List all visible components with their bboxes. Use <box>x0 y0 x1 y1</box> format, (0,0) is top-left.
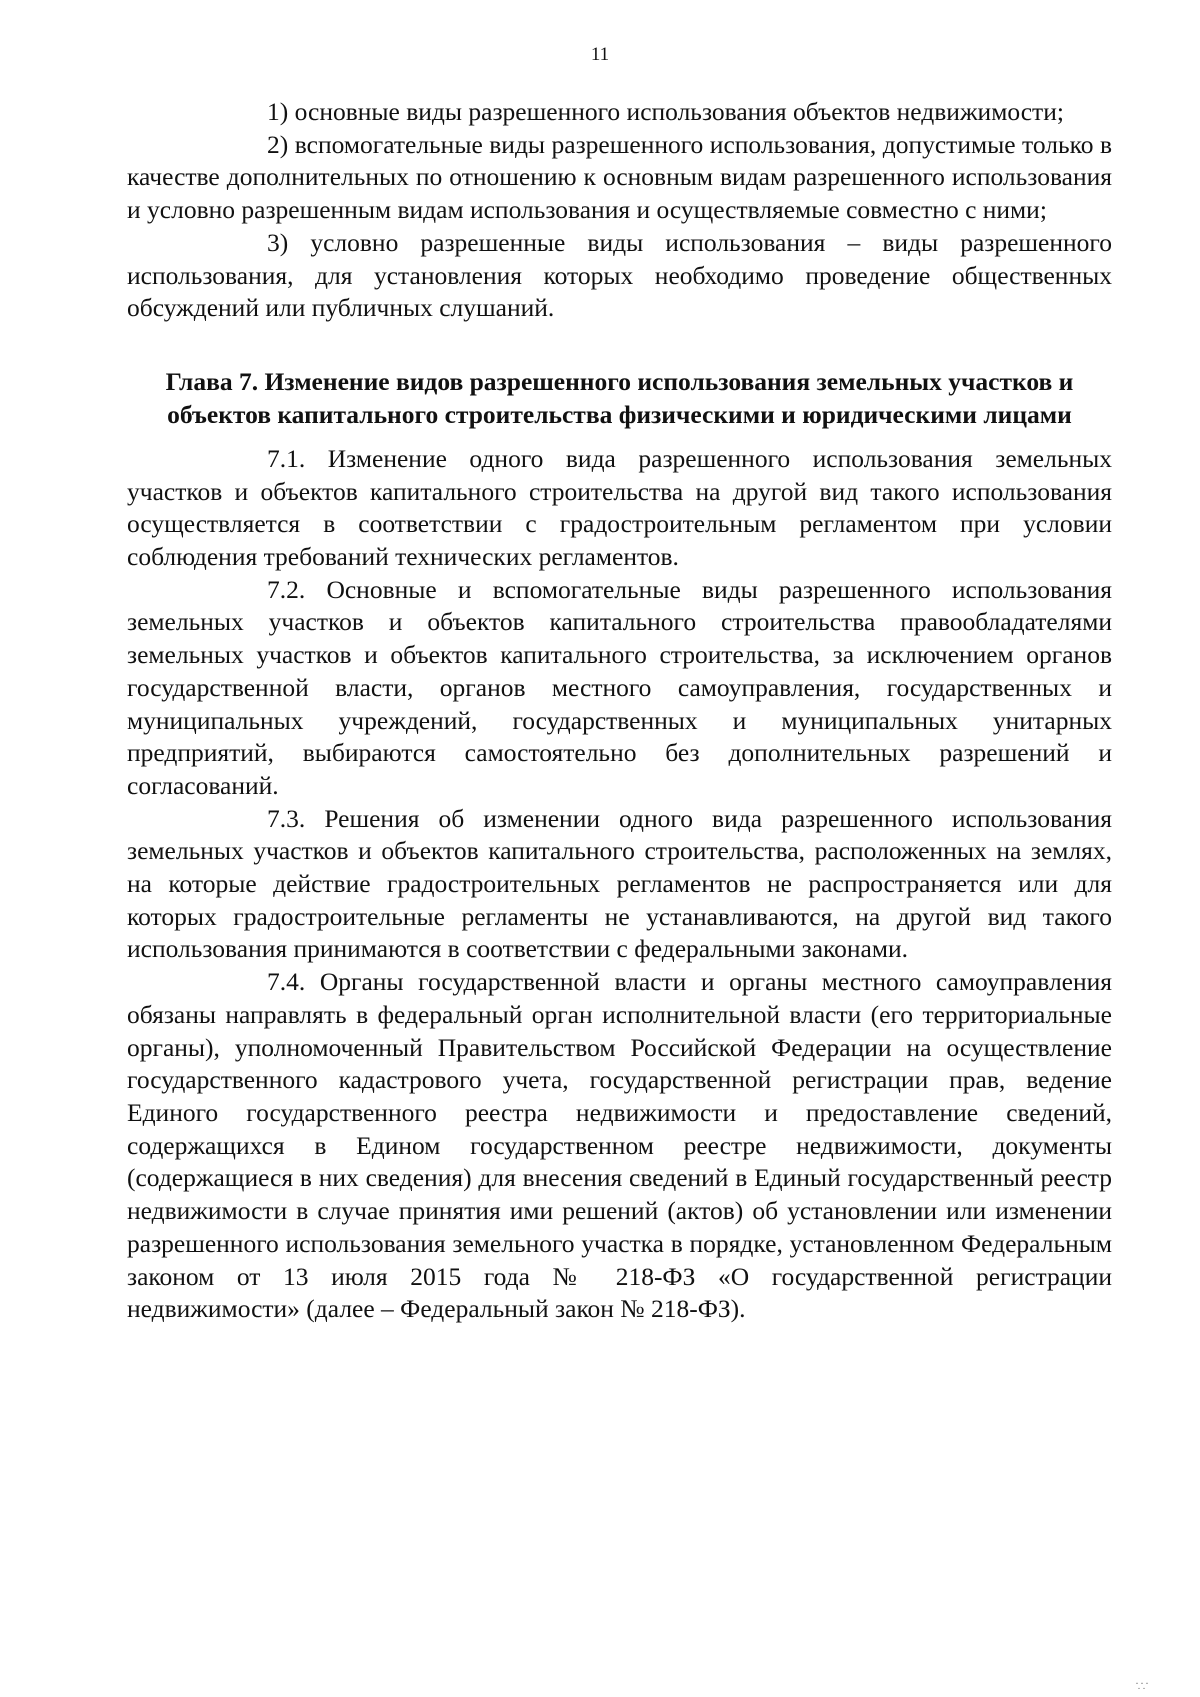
section-text: Основные и вспомогательные виды разрешенного использования земельных участков и объектов капитального строительства правообладателями земельных участков и объектов капитального строительства, за исключением органов государственной власти, органов местного самоуправления, государственных и муниципальных учреждений, государственных и муниципальных унитарных предприятий, выбираются самостоятельно без дополнительных разрешений и согласований. <box>127 574 1112 800</box>
list-item-2 <box>127 129 1112 227</box>
section-number: 7.2. <box>267 574 306 604</box>
section-number: 7.3. <box>267 803 306 833</box>
section-number: 7.4. <box>267 967 306 997</box>
section-text: Органы государственной власти и органы местного самоуправления обязаны направлять в федеральный орган исполнительной власти (его территориальные органы), уполномоченный Правительством Российской Федерации на осуществление государственного кадастрового учета, государственной регистрации прав, ведение Единого государственного реестра недвижимости и предоставление сведений, содержащихся в Едином государственном реестре недвижимости, документы (содержащиеся в них сведения) для внесения сведений в Единый государственный реестр недвижимости в случае принятия ими решений (актов) об установлении или изменении разрешенного использования земельного участка в порядке, установленном Федеральным законом от 13 июля 2015 года № 218-ФЗ «О государственной регистрации недвижимости» (далее – Федеральный закон № 218-ФЗ). <box>127 967 1113 1324</box>
section-7-2 <box>127 574 1112 803</box>
chapter-title: Глава 7. Изменение видов разрешенного использования земельных участков и объектов капитального строительства физическими и юридическими лицами <box>165 366 1074 429</box>
section-text: Решения об изменении одного вида разрешенного использования земельных участков и объектов капитального строительства, расположенных на землях, на которые действие градостроительных регламентов не распространяется или для которых градостроительные регламенты не устанавливаются, на другой вид такого использования принимаются в соответствии с федеральными законами. <box>127 803 1113 964</box>
list-item-number: 1) <box>267 97 289 126</box>
list-item-text: основные виды разрешенного использования объектов недвижимости; <box>294 97 1064 126</box>
list-item-number: 3) <box>267 227 289 257</box>
section-7-1 <box>127 443 1112 574</box>
section-7-4 <box>127 966 1112 1326</box>
section-text: Изменение одного вида разрешенного использования земельных участков и объектов капитального строительства на другой вид такого использования осуществляется в соответствии с градостроительным регламентом при условии соблюдения требований технических регламентов. <box>127 443 1112 572</box>
section-number: 7.1. <box>267 443 306 473</box>
list-item-1 <box>127 96 1112 129</box>
document-body <box>127 96 1112 1326</box>
list-item-3 <box>127 227 1112 325</box>
list-item-text: вспомогательные виды разрешенного использования, допустимые только в качестве дополнительных по отношению к основным видам разрешенного использования и условно разрешенным видам использования и осуществляемые совместно с ними; <box>127 129 1112 225</box>
page-number: 11 <box>590 44 610 65</box>
section-7-3 <box>127 803 1112 967</box>
list-item-text: условно разрешенные виды использования – виды разрешенного использования, для установления которых необходимо проведение общественных обсуждений или публичных слушаний. <box>127 227 1112 323</box>
list-item-number: 2) <box>267 129 289 159</box>
scan-artifact: ·̣·̣· <box>1135 1676 1150 1690</box>
